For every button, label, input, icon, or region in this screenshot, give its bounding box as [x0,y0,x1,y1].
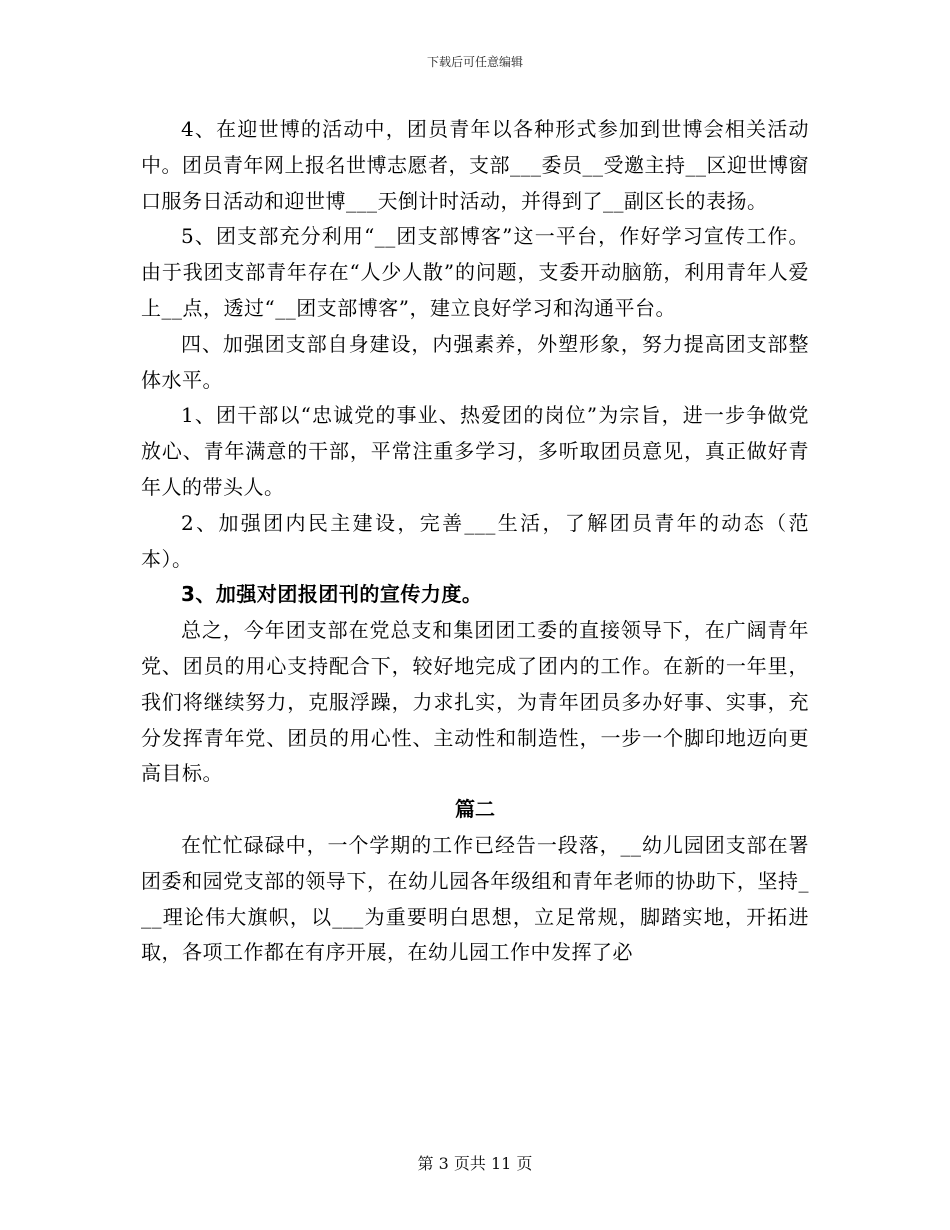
paragraph-section-four: 四、加强团支部自身建设，内强素养，外塑形象，努力提高团支部整体水平。 [141,331,809,392]
paragraph-expo-activities: 4、在迎世博的活动中，团员青年以各种形式参加到世博会相关活动中。团员青年网上报名世博志愿者，支部___委员__受邀主持__区迎世博窗口服务日活动和迎世博___天倒计时活动，并得到了__副区长的表扬。 [141,117,809,213]
section-heading-part-two: 篇二 [455,797,495,822]
paragraph-cadre-purpose: 1、团干部以“忠诚党的事业、热爱团的岗位”为宗旨，进一步争做党放心、青年满意的干部，平常注重多学习，多听取团员意见，真正做好青年人的带头人。 [141,403,809,499]
paragraph-democracy: 2、加强团内民主建设，完善___生活，了解团员青年的动态（范本）。 [141,510,809,571]
paragraph-summary: 总之，今年团支部在党总支和集团团工委的直接领导下，在广阔青年党、团员的用心支持配合下，较好地完成了团内的工作。在新的一年里，我们将继续努力，克服浮躁，力求扎实，为青年团员多办好事、实事，充分发挥青年党、团员的用心性、主动性和制造性，一步一个脚印地迈向更高目标。 [141,618,809,786]
page-footer: 第 3 页共 11 页 [417,1154,533,1173]
paragraph-kindergarten: 在忙忙碌碌中，一个学期的工作已经告一段落，__幼儿园团支部在署团委和园党支部的领导下，在幼儿园各年级组和青年老师的协助下，坚持___理论伟大旗帜，以___为重要明白思想，立足常规，脚踏实地，开拓进取，各项工作都在有序开展，在幼儿园工作中发挥了必 [141,832,809,965]
paragraph-publicity-bold: 3、加强对团报团刊的宣传力度。 [181,582,483,607]
document-body [141,112,809,971]
paragraph-branch-blog: 5、团支部充分利用“__团支部博客”这一平台，作好学习宣传工作。由于我团支部青年存在“人少人散”的问题，支委开动脑筋，利用青年人爱上__点，透过“__团支部博客”，建立良好学习和沟通平台。 [141,224,809,320]
page-header: 下载后可任意编辑 [426,55,523,69]
